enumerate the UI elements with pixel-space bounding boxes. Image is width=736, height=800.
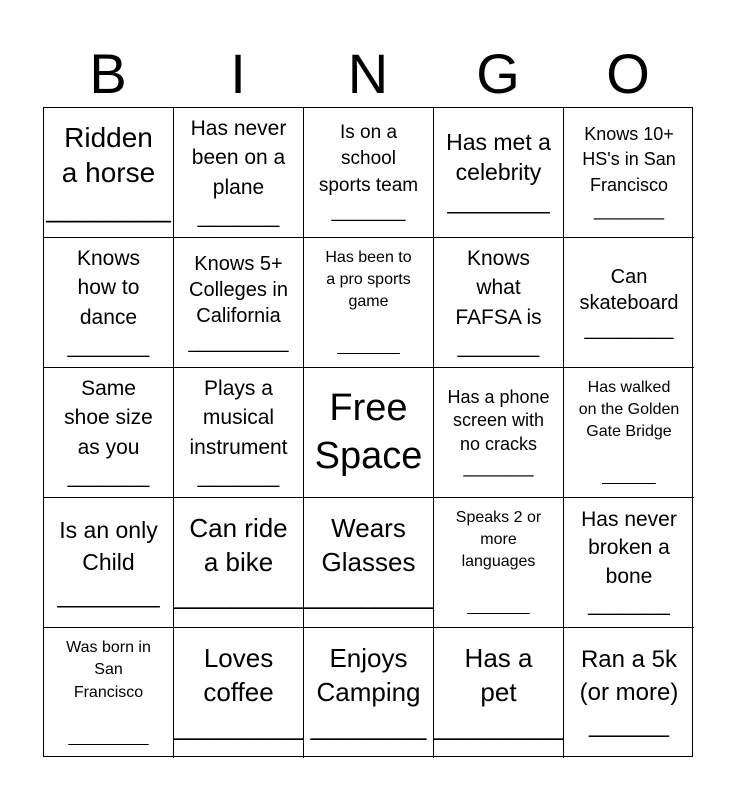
cell-text: Has never broken a bone _______	[581, 507, 677, 616]
bingo-cell[interactable]	[434, 628, 564, 758]
bingo-cell[interactable]	[304, 368, 434, 498]
cell-text: Loves coffee _________	[173, 643, 304, 741]
cell-text: Knows how to dance _______	[67, 246, 150, 358]
bingo-cell[interactable]	[564, 238, 694, 368]
header-letter-o: O	[606, 42, 650, 105]
bingo-cell[interactable]	[434, 238, 564, 368]
bingo-cell[interactable]	[44, 628, 174, 758]
cell-text: Is an only Child ________	[57, 517, 160, 608]
bingo-cell[interactable]	[564, 498, 694, 628]
cell-text: Can skateboard ________	[579, 265, 679, 340]
header-letter-n: N	[347, 42, 389, 105]
cell-text: Can ride a bike _________	[173, 512, 304, 611]
cell-text: Speaks 2 or more languages _______	[455, 508, 542, 616]
bingo-cell[interactable]	[304, 108, 434, 238]
cell-text: Ran a 5k (or more) ______	[579, 646, 679, 739]
bingo-cell[interactable]	[174, 238, 304, 368]
cell-text: Has walked on the Golden Gate Bridge ______	[578, 378, 680, 486]
bingo-cell[interactable]	[44, 368, 174, 498]
bingo-cell[interactable]	[564, 628, 694, 758]
bingo-header	[43, 40, 693, 108]
bingo-cell[interactable]	[304, 628, 434, 758]
cell-text: Plays a musical instrument _______	[189, 376, 288, 488]
bingo-cell[interactable]	[174, 368, 304, 498]
cell-text: Was born in San Francisco _________	[66, 639, 151, 746]
cell-text: Enjoys Camping ________	[310, 643, 427, 741]
bingo-cell[interactable]	[174, 628, 304, 758]
bingo-cell[interactable]	[434, 108, 564, 238]
cell-text: Has been to a pro sports game _______	[325, 248, 412, 356]
header-letter-b: B	[89, 42, 127, 105]
bingo-cell[interactable]	[564, 108, 694, 238]
bingo-cell[interactable]	[434, 498, 564, 628]
bingo-cell[interactable]	[174, 108, 304, 238]
bingo-cell[interactable]	[44, 108, 174, 238]
cell-text: Has met a celebrity ________	[446, 128, 551, 215]
bingo-cell[interactable]	[174, 498, 304, 628]
cell-text: Same shoe size as you _______	[64, 376, 153, 488]
cell-text: Wears Glasses _________	[303, 512, 434, 611]
bingo-cell[interactable]	[304, 498, 434, 628]
bingo-cell[interactable]	[564, 368, 694, 498]
cell-text: Has a phone screen with no cracks _______	[447, 386, 550, 477]
bingo-board	[43, 107, 693, 757]
header-letter-i: I	[230, 42, 246, 105]
bingo-cell[interactable]	[304, 238, 434, 368]
cell-text: Knows 5+ Colleges in California _________	[188, 252, 289, 353]
cell-text: Knows 10+ HS's in San Francisco _______	[582, 124, 676, 220]
bingo-cell[interactable]	[44, 238, 174, 368]
header-letter-g: G	[476, 42, 520, 105]
bingo-cell[interactable]	[434, 368, 564, 498]
cell-text: Ridden a horse ________	[46, 122, 171, 223]
cell-text: Is on a school sports team _______	[318, 122, 419, 222]
cell-text: Free Space	[314, 387, 423, 477]
cell-text: Has never been on a plane _______	[190, 116, 287, 228]
bingo-cell[interactable]	[44, 498, 174, 628]
cell-text: Knows what FAFSA is _______	[455, 246, 542, 358]
cell-text: Has a pet _________	[433, 643, 564, 741]
